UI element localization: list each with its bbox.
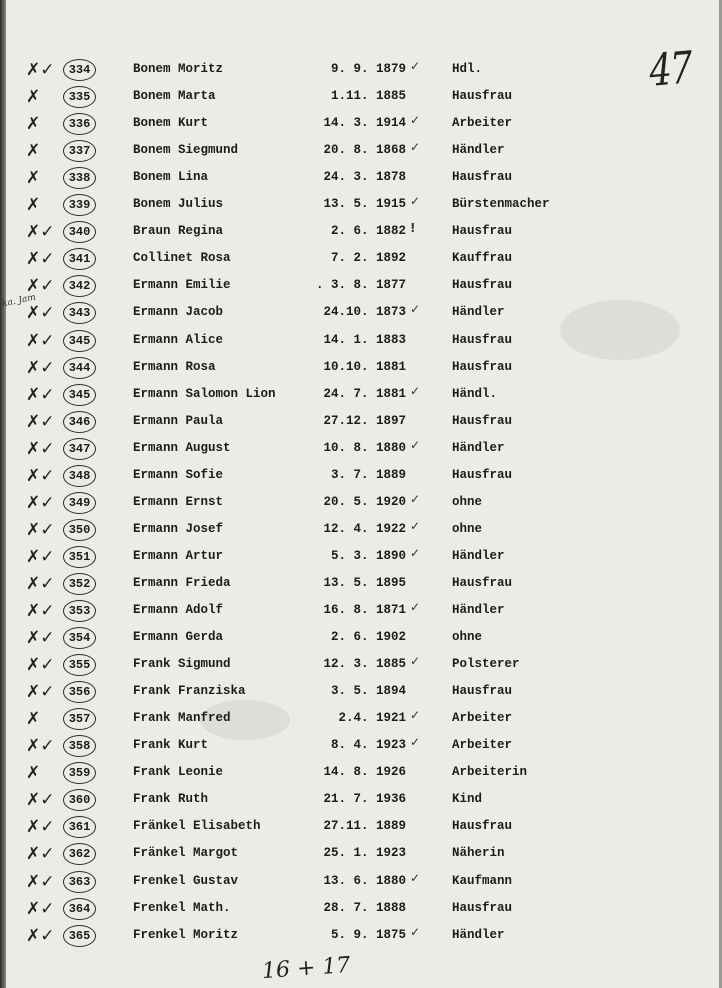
person-name: Bonem Marta [133, 89, 216, 104]
table-row [0, 140, 722, 170]
birth-date: 3. 5. 1894 [330, 684, 406, 699]
table-row [0, 870, 722, 901]
entry-number: 345 [63, 384, 96, 406]
entry-number: 360 [63, 789, 96, 811]
occupation: Hausfrau [452, 819, 513, 834]
occupation: Händler [452, 143, 505, 158]
person-name: Bonem Moritz [133, 62, 224, 76]
person-name: Fränkel Elisabeth [133, 819, 261, 834]
entry-number: 355 [63, 654, 96, 676]
checkmark-annotation: ✗ [26, 141, 41, 162]
birth-date: 1.11. 1885 [330, 89, 406, 104]
date-check-tick: ✓ [410, 600, 421, 614]
checkmark-annotation: ✗✓ [26, 465, 55, 486]
date-check-tick: ✓ [410, 924, 421, 939]
date-check-tick: ✓ [410, 383, 421, 398]
entry-number: 334 [63, 59, 96, 81]
checkmark-annotation: ✗✓ [26, 384, 55, 405]
entry-number: 339 [63, 194, 96, 216]
handwritten-bottom-note: 16 + 17 [261, 952, 352, 985]
entry-number: 357 [63, 708, 96, 730]
checkmark-annotation: ✗✓ [26, 628, 55, 649]
table-row [0, 491, 722, 522]
birth-date: 28. 7. 1888 [323, 900, 406, 915]
checkmark-annotation: ✗✓ [26, 411, 55, 432]
person-name: Ermann Jacob [133, 305, 224, 320]
birth-date: 24. 7. 1881 [323, 386, 406, 401]
entry-number: 350 [63, 519, 96, 541]
occupation: Polsterer [452, 657, 520, 672]
table-row [0, 518, 722, 549]
table-row [0, 684, 722, 711]
birth-date: 20. 8. 1868 [323, 143, 406, 158]
occupation: Kaufmann [452, 873, 513, 888]
table-row [0, 357, 722, 387]
table-row [0, 630, 722, 657]
table-row [0, 573, 722, 603]
entry-number: 342 [63, 275, 96, 297]
person-name: Ermann Josef [133, 521, 224, 536]
table-row [0, 330, 722, 360]
table-row [0, 708, 722, 738]
birth-date: 27.12. 1897 [323, 413, 406, 428]
checkmark-annotation: ✗✓ [26, 925, 55, 946]
person-name: Fränkel Margot [133, 846, 239, 861]
occupation: Händler [452, 603, 505, 617]
person-name: Bonem Lina [133, 170, 209, 185]
occupation: ohne [452, 521, 483, 536]
occupation: Händler [452, 548, 505, 563]
table-row [0, 383, 722, 414]
birth-date: 9. 9. 1879 [330, 62, 406, 76]
occupation: Hausfrau [452, 413, 513, 428]
checkmark-annotation: ✗✓ [26, 438, 55, 459]
entry-number: 358 [63, 735, 96, 757]
birth-date: 27.11. 1889 [323, 819, 406, 834]
entry-number: 338 [63, 167, 96, 189]
date-check-tick: ✓ [410, 491, 421, 506]
person-name: Frank Kurt [133, 738, 209, 753]
person-name: Ermann Alice [133, 332, 224, 347]
date-check-tick: ✓ [410, 194, 421, 209]
birth-date: 24.10. 1873 [323, 305, 406, 320]
person-name: Frank Franziska [133, 684, 246, 699]
table-row [0, 170, 722, 197]
birth-date: 10.10. 1881 [323, 359, 406, 374]
entry-number: 336 [63, 113, 96, 135]
table-row [0, 113, 722, 143]
table-row [0, 278, 722, 305]
entry-number: 356 [63, 681, 96, 703]
occupation: Hausfrau [452, 359, 513, 374]
date-check-tick: ✓ [410, 735, 421, 750]
checkmark-annotation: ✗✓ [26, 222, 55, 243]
person-name: Ermann Gerda [133, 630, 224, 645]
occupation: ohne [452, 494, 483, 509]
birth-date: 5. 3. 1890 [330, 548, 406, 563]
checkmark-annotation: ✗ [26, 195, 41, 216]
date-check-tick: ✓ [410, 545, 421, 560]
birth-date: 24. 3. 1878 [323, 170, 406, 185]
occupation: Händler [452, 305, 505, 320]
birth-date: 2. 6. 1902 [330, 630, 406, 645]
checkmark-annotation: ✗✓ [26, 330, 55, 351]
entry-number: 362 [63, 843, 96, 865]
occupation: Hausfrau [452, 89, 513, 104]
occupation: Kauffrau [452, 251, 513, 266]
person-name: Ermann Adolf [133, 603, 224, 617]
entry-number: 349 [63, 492, 96, 514]
checkmark-annotation: ✗✓ [26, 736, 55, 757]
occupation: Hausfrau [452, 278, 513, 293]
date-check-tick: ✓ [410, 654, 421, 669]
birth-date: 16. 8. 1871 [323, 603, 406, 617]
table-row [0, 465, 722, 495]
table-row [0, 221, 722, 251]
entry-number: 341 [63, 248, 96, 270]
date-check-tick: ✓ [410, 302, 421, 317]
date-check-tick: ✓ [410, 708, 421, 723]
date-check-tick: ✓ [410, 113, 421, 128]
birth-date: 2.4. 1921 [338, 711, 406, 726]
person-name: Collinet Rosa [133, 251, 231, 266]
table-row [0, 89, 722, 116]
entry-number: 344 [63, 357, 96, 379]
entry-number: 348 [63, 465, 96, 487]
checkmark-annotation: ✗✓ [26, 357, 55, 378]
checkmark-annotation: ✗✓ [26, 682, 55, 703]
date-check-tick: ✓ [410, 870, 421, 885]
checkmark-annotation: ✗✓ [26, 573, 55, 594]
birth-date: 3. 7. 1889 [330, 467, 406, 482]
checkmark-annotation: ✗✓ [26, 492, 55, 513]
occupation: ohne [452, 630, 483, 645]
date-check-tick: ✓ [410, 140, 421, 155]
birth-date: 13. 6. 1880 [323, 873, 406, 888]
occupation: Bürstenmacher [452, 197, 550, 212]
person-name: Ermann August [133, 440, 231, 455]
birth-date: 8. 4. 1923 [330, 738, 406, 753]
birth-date: 21. 7. 1936 [323, 792, 406, 807]
entry-number: 359 [63, 762, 96, 784]
person-name: Frenkel Math. [133, 900, 231, 915]
birth-date: 5. 9. 1875 [330, 927, 406, 942]
checkmark-annotation: ✗ [26, 114, 41, 135]
handwritten-page-number: 47 [648, 42, 693, 97]
occupation: Näherin [452, 846, 505, 861]
date-check-tick: ✓ [410, 518, 421, 533]
checkmark-annotation: ✗✓ [26, 871, 55, 892]
occupation: Händler [452, 440, 505, 455]
entry-number: 340 [63, 221, 96, 243]
person-name: Ermann Artur [133, 548, 224, 563]
handwritten-margin-note: ka. Jam [1, 292, 37, 310]
table-row [0, 545, 722, 576]
checkmark-annotation: ✗✓ [26, 303, 55, 324]
checkmark-annotation: ✗✓ [26, 790, 55, 811]
entry-number: 346 [63, 411, 96, 433]
occupation: Kind [452, 792, 483, 807]
table-row [0, 194, 722, 224]
checkmark-annotation: ✗✓ [26, 249, 55, 270]
birth-date: 2. 6. 1882 [330, 224, 406, 239]
checkmark-annotation: ✗✓ [26, 844, 55, 865]
checkmark-annotation: ✗✓ [26, 546, 55, 567]
table-row [0, 251, 722, 278]
person-name: Ermann Rosa [133, 359, 216, 374]
person-name: Frank Leonie [133, 765, 224, 780]
checkmark-annotation: ✗✓ [26, 601, 55, 621]
occupation: Hdl. [452, 62, 483, 76]
occupation: Hausfrau [452, 170, 513, 185]
person-name: Frenkel Gustav [133, 873, 239, 888]
birth-date: 14. 1. 1883 [323, 332, 406, 347]
entry-number: 347 [63, 438, 96, 460]
date-check-tick: ! [410, 221, 416, 236]
entry-number: 343 [63, 302, 96, 324]
occupation: Händl. [452, 386, 498, 401]
checkmark-annotation: ✗✓ [26, 519, 55, 540]
birth-date: 13. 5. 1915 [323, 197, 406, 212]
checkmark-annotation: ✗ [26, 763, 41, 784]
birth-date: 14. 3. 1914 [323, 116, 406, 131]
birth-date: 20. 5. 1920 [323, 494, 406, 509]
person-name: Ermann Paula [133, 413, 224, 428]
table-row [0, 600, 722, 630]
table-row [0, 898, 722, 928]
person-name: Ermann Frieda [133, 575, 231, 590]
occupation: Arbeiter [452, 116, 513, 131]
table-row [0, 302, 722, 332]
entry-number: 351 [63, 546, 96, 568]
person-name: Frank Manfred [133, 711, 231, 726]
occupation: Hausfrau [452, 224, 513, 239]
table-row [0, 437, 722, 468]
birth-date: 7. 2. 1892 [330, 251, 406, 266]
birth-date: 12. 4. 1922 [323, 521, 406, 536]
person-name: Frenkel Moritz [133, 927, 239, 942]
table-row [0, 924, 722, 955]
birth-date: . 3. 8. 1877 [315, 278, 406, 293]
entry-number: 335 [63, 86, 96, 108]
occupation: Arbeiter [452, 738, 513, 753]
checkmark-annotation: ✗✓ [26, 276, 55, 297]
person-name: Frank Ruth [133, 792, 209, 807]
checkmark-annotation: ✗✓ [26, 655, 55, 676]
entry-number: 361 [63, 816, 96, 838]
person-name: Bonem Siegmund [133, 143, 239, 158]
checkmark-annotation: ✗ [26, 709, 41, 730]
table-row [0, 792, 722, 819]
checkmark-annotation: ✗ [26, 168, 41, 189]
person-name: Bonem Kurt [133, 116, 209, 131]
person-name: Braun Regina [133, 224, 224, 239]
entry-number: 352 [63, 573, 96, 595]
person-name: Bonem Julius [133, 197, 224, 212]
occupation: Händler [452, 927, 505, 942]
birth-date: 13. 5. 1895 [323, 575, 406, 590]
person-name: Ermann Salomon Lion [133, 386, 276, 401]
entry-number: 365 [63, 925, 96, 947]
birth-date: 14. 8. 1926 [323, 765, 406, 780]
checkmark-annotation: ✗✓ [26, 817, 55, 838]
checkmark-annotation: ✗✓ [26, 60, 55, 80]
date-check-tick: ✓ [410, 59, 421, 73]
occupation: Arbeiterin [452, 765, 528, 780]
table-row [0, 411, 722, 441]
person-name: Ermann Sofie [133, 467, 224, 482]
occupation: Hausfrau [452, 332, 513, 347]
checkmark-annotation: ✗✓ [26, 898, 55, 919]
occupation: Arbeiter [452, 711, 513, 726]
person-name: Ermann Ernst [133, 494, 224, 509]
person-name: Frank Sigmund [133, 657, 231, 672]
entry-number: 337 [63, 140, 96, 162]
entry-number: 353 [63, 600, 96, 622]
entry-number: 345 [63, 330, 96, 352]
table-row [0, 735, 722, 765]
occupation: Hausfrau [452, 900, 513, 915]
date-check-tick: ✓ [410, 437, 421, 452]
entry-number: 363 [63, 871, 96, 893]
table-row [0, 846, 722, 873]
occupation: Hausfrau [452, 684, 513, 699]
birth-date: 10. 8. 1880 [323, 440, 406, 455]
entry-number: 354 [63, 627, 96, 649]
table-row [0, 765, 722, 792]
person-name: Ermann Emilie [133, 278, 231, 293]
table-row [0, 819, 722, 846]
occupation: Hausfrau [452, 575, 513, 590]
table-row [0, 654, 722, 684]
entry-number: 364 [63, 898, 96, 920]
checkmark-annotation: ✗ [26, 87, 41, 108]
birth-date: 12. 3. 1885 [323, 657, 406, 672]
birth-date: 25. 1. 1923 [323, 846, 406, 861]
occupation: Hausfrau [452, 467, 513, 482]
